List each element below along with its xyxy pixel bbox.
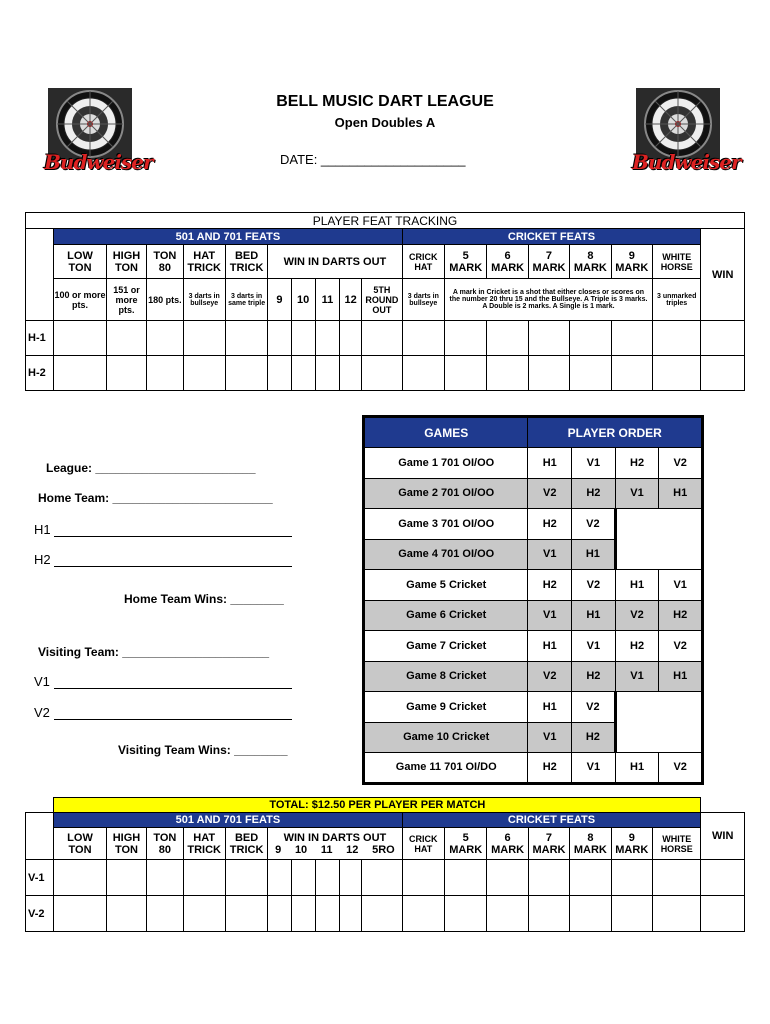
cell[interactable] [652,356,700,391]
game-name: Game 5 Cricket [364,570,528,601]
cell[interactable] [54,321,107,356]
cell[interactable] [54,896,107,932]
game-row [364,600,703,631]
cell[interactable] [268,321,291,356]
win-header: WIN [701,813,745,860]
game-row [364,539,703,570]
cell[interactable] [701,860,745,896]
section-cricket-header: CRICKET FEATS [402,813,701,828]
cell[interactable] [701,896,745,932]
player-order-cell: H1 [615,570,659,601]
cell[interactable] [291,321,315,356]
player-order-cell: V2 [572,692,616,723]
col-6-mark: 6 MARK [487,828,528,860]
col-7-mark: 7 MARK [528,245,569,279]
win-in-darts-out-label: WIN IN DARTS OUT [283,831,387,844]
section-cricket-header: CRICKET FEATS [402,229,701,245]
cell[interactable] [340,860,362,896]
cell[interactable] [54,356,107,391]
player-order-cell: V2 [528,478,572,509]
player-order-cell: V2 [572,570,616,601]
home-team-field[interactable]: Home Team: ________________________ [38,491,273,505]
row-label-v2: V-2 [26,896,54,932]
cell[interactable] [701,356,745,391]
col-6-mark: 6 MARK [487,245,528,279]
player-order-cell: V2 [659,448,703,479]
cell[interactable] [652,860,700,896]
cell[interactable] [268,356,291,391]
col-9-mark: 9 MARK [611,245,652,279]
cell[interactable] [570,356,611,391]
col-hat-trick: HAT TRICK [183,828,225,860]
cell[interactable] [487,356,528,391]
game-row [364,722,703,753]
cell[interactable] [362,356,402,391]
game-name: Game 3 701 OI/OO [364,509,528,540]
cell[interactable] [315,356,339,391]
cell[interactable] [362,860,402,896]
col-5-mark: 5 MARK [445,245,487,279]
col-white-horse: WHITE HORSE [652,828,700,860]
cell[interactable] [445,860,487,896]
player-order-cell: H2 [615,631,659,662]
page-subtitle: Open Doubles A [334,115,436,130]
empty-cell [659,722,703,753]
visitor-feat-table [25,797,745,932]
empty-cell [659,509,703,540]
col-low-ton: LOW TON [54,245,107,279]
cell[interactable] [402,356,444,391]
game-row [364,448,703,479]
cell[interactable] [106,356,146,391]
cell[interactable] [106,860,146,896]
cell[interactable] [106,321,146,356]
player-order-cell: V1 [572,448,616,479]
h2-field[interactable] [34,552,292,567]
player-order-cell: H1 [572,539,616,570]
col-ton-80: TON 80 [147,828,183,860]
col-bed-trick: BED TRICK [225,828,267,860]
cell[interactable] [147,321,183,356]
games-table [362,415,704,785]
table-row [26,321,745,356]
game-name: Game 10 Cricket [364,722,528,753]
col-ton-80: TON 80 [147,245,183,279]
col-9-mark: 9 MARK [611,828,652,860]
desc-low-ton: 100 or more pts. [54,279,107,321]
cell[interactable] [570,321,611,356]
col-8-mark: 8 MARK [570,245,611,279]
total-banner: TOTAL: $12.50 PER PLAYER PER MATCH [54,798,701,813]
empty-cell [615,692,659,723]
cell[interactable] [528,860,569,896]
cell[interactable] [315,896,339,932]
h2-label: H2 [34,552,51,567]
player-order-cell: H2 [528,509,572,540]
player-order-cell: H1 [528,631,572,662]
player-order-cell: H2 [528,570,572,601]
player-order-cell: H1 [659,661,703,692]
game-name: Game 4 701 OI/OO [364,539,528,570]
player-order-cell: H1 [528,448,572,479]
game-name: Game 8 Cricket [364,661,528,692]
win-header: WIN [701,229,745,321]
cell[interactable] [362,321,402,356]
h1-label: H1 [34,522,51,537]
cell[interactable] [183,356,225,391]
player-order-cell: H1 [572,600,616,631]
cell[interactable] [54,860,107,896]
player-order-cell: V2 [572,509,616,540]
game-row [364,692,703,723]
desc-high-ton: 151 or more pts. [106,279,146,321]
player-order-cell: V1 [615,478,659,509]
desc-hat-trick: 3 darts in bullseye [183,279,225,321]
cell[interactable] [268,896,291,932]
budweiser-dartboard-logo-left [44,88,153,180]
cell[interactable] [701,321,745,356]
cell[interactable] [183,896,225,932]
cell[interactable] [487,896,528,932]
cell[interactable] [291,896,315,932]
col-low-ton: LOW TON [54,828,107,860]
game-name: Game 7 Cricket [364,631,528,662]
game-row [364,478,703,509]
logo-text: Budweiser [44,150,153,174]
player-feat-table [25,212,745,391]
cell[interactable] [528,896,569,932]
col-win-in-darts-out: WIN IN DARTS OUT [268,245,402,279]
col-crick-hat: CRICK HAT [402,828,444,860]
cell[interactable] [340,356,362,391]
cell[interactable] [147,860,183,896]
cell[interactable] [362,896,402,932]
desc-bed-trick: 3 darts in same triple [225,279,267,321]
player-order-cell: V1 [572,753,616,784]
game-row [364,631,703,662]
col-crick-hat: CRICK HAT [402,245,444,279]
player-order-cell: H1 [528,692,572,723]
game-name: Game 9 Cricket [364,692,528,723]
feat-table-title: PLAYER FEAT TRACKING [26,213,745,229]
cell[interactable] [445,321,487,356]
cell[interactable] [183,860,225,896]
cell[interactable] [445,896,487,932]
desc-ton-80: 180 pts. [147,279,183,321]
col-darts-9: 9 [268,279,291,321]
col-bed-trick: BED TRICK [225,245,267,279]
cell[interactable] [183,321,225,356]
cell[interactable] [611,321,652,356]
col-darts-10: 10 [294,843,308,856]
cell[interactable] [487,321,528,356]
budweiser-dartboard-logo-right [632,88,741,180]
col-darts-12: 12 [340,279,362,321]
empty-cell [659,692,703,723]
game-name: Game 1 701 OI/OO [364,448,528,479]
cell[interactable] [147,356,183,391]
cell[interactable] [528,356,569,391]
player-order-cell: H2 [659,600,703,631]
player-order-cell: V1 [528,539,572,570]
cell[interactable] [315,860,339,896]
cell[interactable] [652,321,700,356]
col-5th-round-out: 5TH ROUND OUT [362,279,402,321]
cell[interactable] [147,896,183,932]
row-label-v1: V-1 [26,860,54,896]
game-name: Game 11 701 OI/DO [364,753,528,784]
player-order-cell: H2 [572,661,616,692]
cell[interactable] [315,321,339,356]
league-field[interactable]: League: ________________________ [46,461,256,475]
game-row [364,661,703,692]
v1-field[interactable] [34,674,292,689]
col-white-horse: WHITE HORSE [652,245,700,279]
row-label-h1: H-1 [26,321,54,356]
cell[interactable] [225,896,267,932]
v2-label: V2 [34,705,50,720]
v2-line [54,705,292,720]
col-win-in-darts-out [268,828,402,860]
section-501-header: 501 AND 701 FEATS [54,229,402,245]
player-order-cell: H2 [615,448,659,479]
col-5-mark: 5 MARK [445,828,487,860]
v2-field[interactable] [34,705,292,720]
cell[interactable] [225,356,267,391]
game-row [364,570,703,601]
cell[interactable] [611,356,652,391]
player-order-cell: V2 [528,661,572,692]
player-order-cell: V2 [659,753,703,784]
cell[interactable] [611,896,652,932]
cell[interactable] [225,860,267,896]
empty-cell [615,509,659,540]
cell[interactable] [340,321,362,356]
h2-line [54,552,292,567]
empty-cell [615,722,659,753]
table-row [26,860,745,896]
player-order-cell: H1 [615,753,659,784]
home-team-wins-field[interactable]: Home Team Wins: ________ [124,592,284,606]
cell[interactable] [652,896,700,932]
cell[interactable] [570,860,611,896]
games-header: GAMES [364,417,528,448]
player-order-header: PLAYER ORDER [528,417,703,448]
player-order-cell: H1 [659,478,703,509]
page-title: BELL MUSIC DART LEAGUE [276,93,494,110]
col-high-ton: HIGH TON [106,245,146,279]
desc-mark: A mark in Cricket is a shot that either closes or scores on the number 20 thru 15 and the Bullseye. A Triple is 3 marks. A Double is 2 marks. A Single is 1 mark. [445,279,653,321]
game-name: Game 2 701 OI/OO [364,478,528,509]
visiting-team-wins-field[interactable]: Visiting Team Wins: ________ [118,743,288,757]
col-darts-12: 12 [346,843,359,856]
game-row [364,509,703,540]
cell[interactable] [225,321,267,356]
player-order-cell: V1 [528,600,572,631]
visiting-team-field[interactable]: Visiting Team: ______________________ [38,645,270,659]
cell[interactable] [291,860,315,896]
desc-white-horse: 3 unmarked triples [652,279,700,321]
player-order-cell: V2 [659,631,703,662]
cell[interactable] [268,860,291,896]
player-order-cell: H2 [572,478,616,509]
section-501-header: 501 AND 701 FEATS [54,813,402,828]
player-order-cell: H2 [528,753,572,784]
empty-cell [615,539,659,570]
date-field[interactable]: DATE: ____________________ [280,152,466,167]
player-order-cell: V1 [528,722,572,753]
v1-line [54,674,292,689]
empty-cell [659,539,703,570]
col-darts-11: 11 [320,843,333,856]
game-row [364,753,703,784]
col-darts-11: 11 [315,279,339,321]
cell[interactable] [570,896,611,932]
col-7-mark: 7 MARK [528,828,569,860]
desc-crick-hat: 3 darts in bullseye [402,279,444,321]
cell[interactable] [402,321,444,356]
table-row [26,356,745,391]
col-high-ton: HIGH TON [106,828,146,860]
player-order-cell: V1 [615,661,659,692]
player-order-cell: V1 [659,570,703,601]
cell[interactable] [402,860,444,896]
player-order-cell: H2 [572,722,616,753]
game-name: Game 6 Cricket [364,600,528,631]
col-darts-10: 10 [291,279,315,321]
cell[interactable] [611,860,652,896]
cell[interactable] [291,356,315,391]
logo-text: Budweiser [632,150,741,174]
col-5ro: 5RO [372,843,395,856]
h1-field[interactable] [34,522,292,537]
col-hat-trick: HAT TRICK [183,245,225,279]
cell[interactable] [445,356,487,391]
cell[interactable] [106,896,146,932]
cell[interactable] [487,860,528,896]
player-order-cell: V1 [572,631,616,662]
cell[interactable] [528,321,569,356]
cell[interactable] [340,896,362,932]
col-darts-9: 9 [275,843,282,856]
cell[interactable] [402,896,444,932]
table-row [26,896,745,932]
col-8-mark: 8 MARK [570,828,611,860]
v1-label: V1 [34,674,50,689]
row-label-h2: H-2 [26,356,54,391]
h1-line [54,522,292,537]
player-order-cell: V2 [615,600,659,631]
